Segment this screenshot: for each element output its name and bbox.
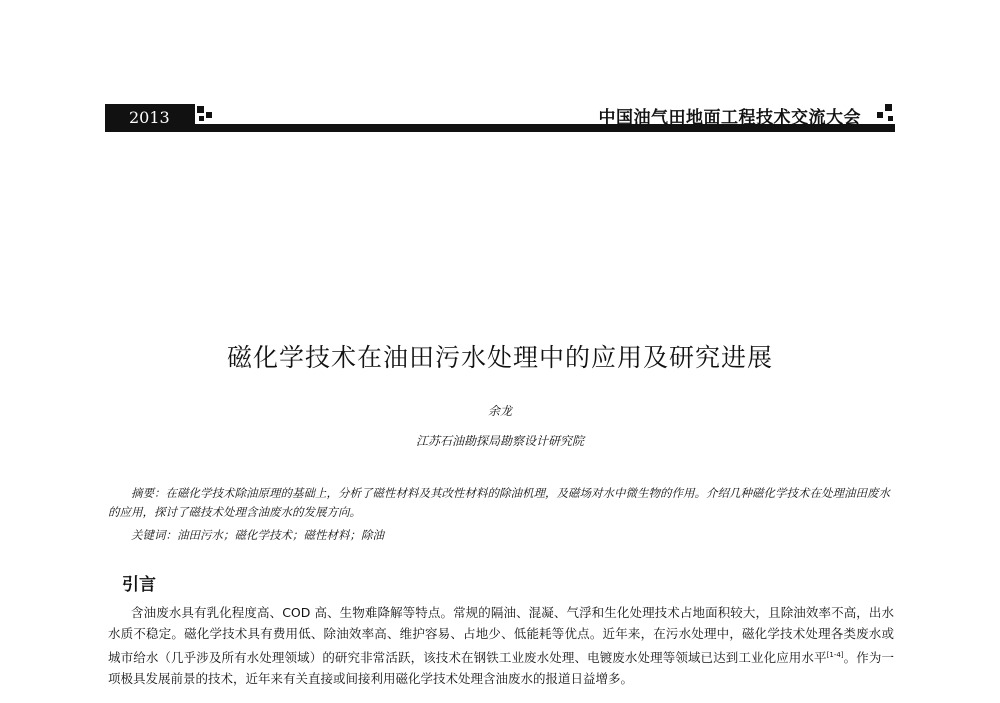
keywords-label: 关键词： <box>131 528 177 542</box>
author-name: 余龙 <box>487 404 512 418</box>
abstract-text: 在磁化学技术除油原理的基础上，分析了磁性材料及其改性材料的除油机理，及磁场对水中微生物的作用。介绍几种磁化学技术在处理油田废水的应用，探讨了磁技术处理含油废水的发展方向。 <box>108 486 890 519</box>
body-text: 含油废水具有乳化程度高、COD 高、生物难降解等特点。常规的隔油、混凝、气浮和生化处理技术占地面积较大，且除油效率不高，出水水质不稳定。磁化学技术具有费用低、除油效率高、维护容易、占地少、低能耗等优点。近年来，在污水处理中，磁化学技术处理各类废水或城市给水（几乎涉及所有水处理领域）的研究非常活跃，该技术在钢铁工业废水处理、电镀废水处理等领域已达到工业化应用水平 <box>108 605 894 665</box>
section-heading: 引言 <box>122 575 156 595</box>
abstract <box>108 484 894 522</box>
abstract-label: 摘要： <box>131 486 166 500</box>
keywords-text: 油田污水；磁化学技术；磁性材料；除油 <box>177 528 384 542</box>
decor-square <box>199 116 204 121</box>
decor-square <box>885 104 892 111</box>
decor-square <box>877 112 883 118</box>
keywords <box>131 527 384 543</box>
citation: [1-4] <box>826 650 844 659</box>
year-label: 2013 <box>105 104 195 132</box>
body-paragraph <box>108 602 894 689</box>
decor-square <box>206 112 212 118</box>
body-text-continued: 。作为一项极具发展前景的技术，近年来有关直接或间接利用磁化学技术处理含油废水的报道日益增多。 <box>108 649 894 687</box>
decor-square <box>197 106 204 113</box>
author-affiliation: 江苏石油勘探局勘察设计研究院 <box>415 434 584 448</box>
conference-name: 中国油气田地面工程技术交流大会 <box>598 108 861 128</box>
header-band <box>105 104 895 132</box>
decor-square <box>888 116 893 121</box>
paper-title: 磁化学技术在油田污水处理中的应用及研究进展 <box>226 343 773 372</box>
